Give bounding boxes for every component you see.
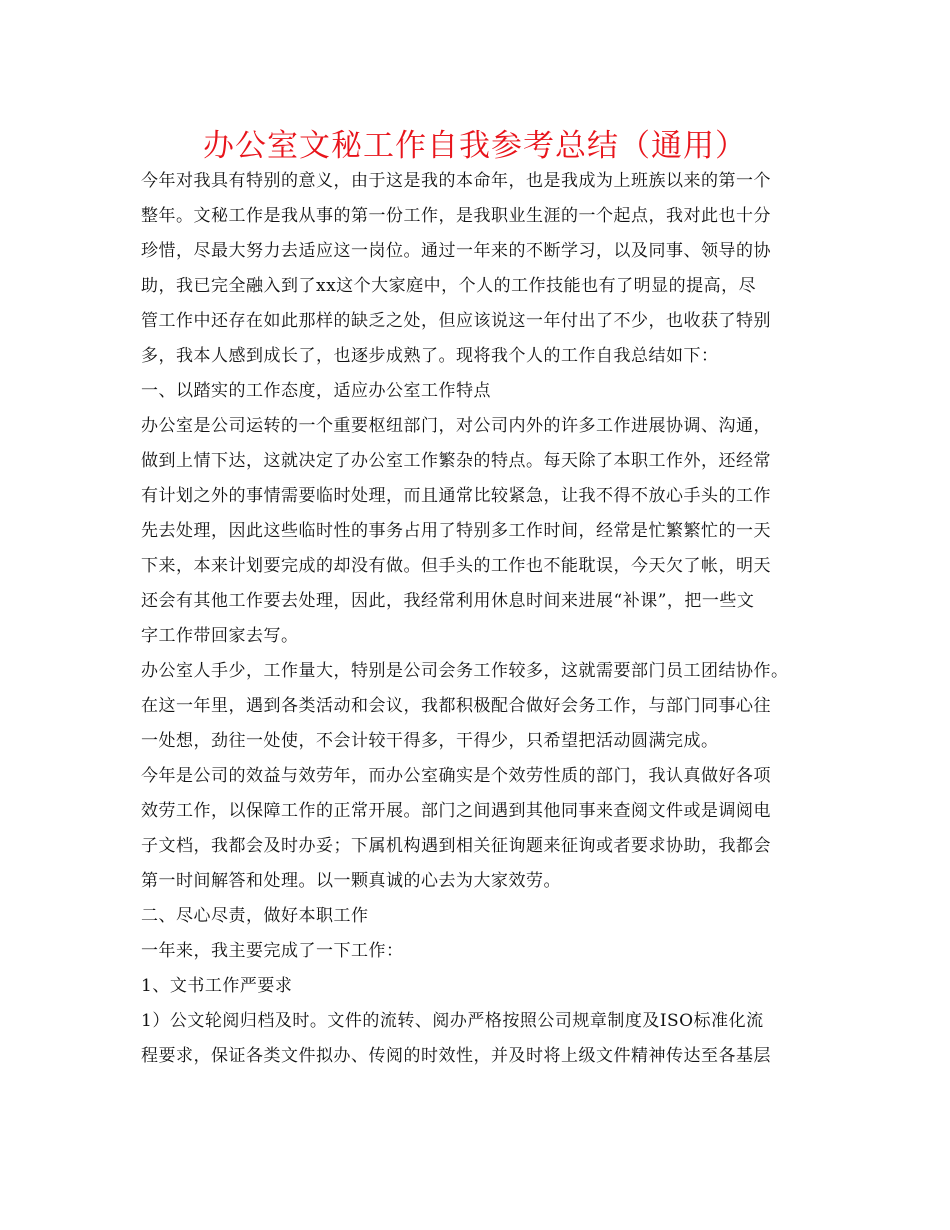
text-line-8: 办公室是公司运转的一个重要枢纽部门，对公司内外的许多工作进展协调、沟通， [141, 416, 771, 436]
text-line-6: 多，我本人感到成长了，也逐步成熟了。现将我个人的工作自我总结如下： [141, 346, 719, 366]
text-line-11: 先去处理，因此这些临时性的事务占用了特别多工作时间，经常是忙繁繁忙的一天 [141, 521, 771, 541]
document-title: 办公室文秘工作自我参考总结（通用） [203, 128, 747, 164]
text-line-20: 子文档，我都会及时办妥；下属机构遇到相关征询题来征询或者要求协助，我都会 [141, 836, 771, 856]
text-line-16: 在这一年里，遇到各类活动和会议，我都积极配合做好会务工作，与部门同事心往 [141, 696, 771, 716]
text-line-5: 管工作中还存在如此那样的缺乏之处，但应该说这一年付出了不少，也收获了特别 [141, 311, 771, 331]
text-line-23: 一年来，我主要完成了一下工作： [141, 941, 404, 961]
text-line-10: 有计划之外的事情需要临时处理，而且通常比较紧急，让我不得不放心手头的工作 [141, 486, 771, 506]
text-line-2: 整年。文秘工作是我从事的第一份工作，是我职业生涯的一个起点，我对此也十分 [141, 206, 771, 226]
text-line-21: 第一时间解答和处理。以一颗真诚的心去为大家效劳。 [141, 871, 561, 891]
text-line-18: 今年是公司的效益与效劳年，而办公室确实是个效劳性质的部门，我认真做好各项 [141, 766, 771, 786]
text-line-17: 一处想，劲往一处使，不会计较干得多，干得少，只希望把活动圆满完成。 [141, 731, 719, 751]
text-line-25: 1）公文轮阅归档及时。文件的流转、阅办严格按照公司规章制度及ISO标准化流 [141, 1011, 764, 1031]
text-line-1: 今年对我具有特别的意义，由于这是我的本命年，也是我成为上班族以来的第一个 [141, 171, 771, 191]
section-heading-2: 二、尽心尽责，做好本职工作 [141, 906, 369, 926]
section-heading-1: 一、以踏实的工作态度，适应办公室工作特点 [141, 381, 491, 401]
text-line-4: 助，我已完全融入到了xx这个大家庭中，个人的工作技能也有了明显的提高，尽 [141, 276, 757, 296]
text-line-26: 程要求，保证各类文件拟办、传阅的时效性，并及时将上级文件精神传达至各基层 [141, 1046, 771, 1066]
text-line-12: 下来，本来计划要完成的却没有做。但手头的工作也不能耽误，今天欠了帐，明天 [141, 556, 771, 576]
text-line-13: 还会有其他工作要去处理，因此，我经常利用休息时间来进展“补课”，把一些文 [141, 591, 755, 611]
document-body [141, 164, 831, 1074]
subsection-heading-1: 1、文书工作严要求 [141, 976, 293, 996]
text-line-14: 字工作带回家去写。 [141, 626, 299, 646]
text-line-15: 办公室人手少，工作量大，特别是公司会务工作较多，这就需要部门员工团结协作。 [141, 661, 789, 681]
text-line-3: 珍惜，尽最大努力去适应这一岗位。通过一年来的不断学习，以及同事、领导的协 [141, 241, 771, 261]
text-line-19: 效劳工作，以保障工作的正常开展。部门之间遇到其他同事来查阅文件或是调阅电 [141, 801, 771, 821]
text-line-9: 做到上情下达，这就决定了办公室工作繁杂的特点。每天除了本职工作外，还经常 [141, 451, 771, 471]
